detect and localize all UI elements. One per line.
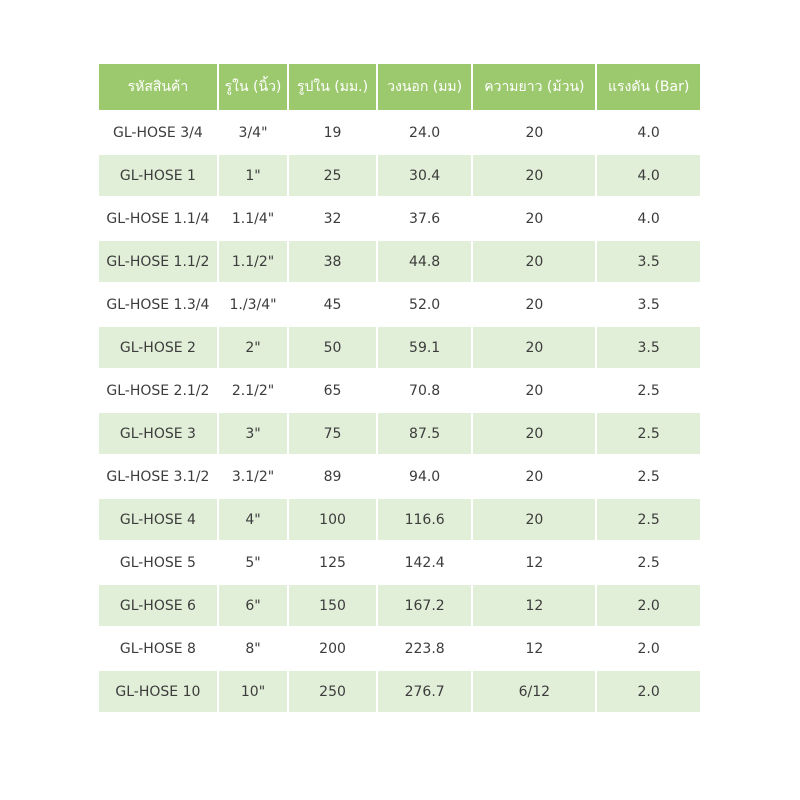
- cell-product-code: GL-HOSE 2.1/2: [99, 370, 217, 411]
- header-row: [99, 64, 700, 110]
- cell-inner-inch: 5": [219, 542, 287, 583]
- table-row: [99, 370, 700, 411]
- cell-length-roll: 20: [473, 284, 595, 325]
- cell-product-code: GL-HOSE 3/4: [99, 112, 217, 153]
- cell-length-roll: 20: [473, 112, 595, 153]
- cell-inner-mm: 65: [289, 370, 376, 411]
- cell-outer-mm: 223.8: [378, 628, 472, 669]
- cell-inner-inch: 10": [219, 671, 287, 712]
- table-row: [99, 155, 700, 196]
- header-outer-mm: วงนอก (มม): [378, 64, 472, 110]
- cell-length-roll: 12: [473, 542, 595, 583]
- cell-length-roll: 6/12: [473, 671, 595, 712]
- cell-inner-inch: 4": [219, 499, 287, 540]
- cell-product-code: GL-HOSE 6: [99, 585, 217, 626]
- table-row: [99, 585, 700, 626]
- cell-product-code: GL-HOSE 4: [99, 499, 217, 540]
- cell-outer-mm: 59.1: [378, 327, 472, 368]
- cell-outer-mm: 24.0: [378, 112, 472, 153]
- cell-pressure-bar: 2.0: [597, 585, 700, 626]
- cell-outer-mm: 276.7: [378, 671, 472, 712]
- table-header: [99, 64, 700, 110]
- cell-pressure-bar: 4.0: [597, 155, 700, 196]
- cell-outer-mm: 87.5: [378, 413, 472, 454]
- cell-inner-mm: 250: [289, 671, 376, 712]
- header-inner-mm: รูปใน (มม.): [289, 64, 376, 110]
- cell-product-code: GL-HOSE 3: [99, 413, 217, 454]
- header-inner-inch: รูใน (นิ้ว): [219, 64, 287, 110]
- cell-inner-inch: 8": [219, 628, 287, 669]
- table-row: [99, 542, 700, 583]
- cell-outer-mm: 52.0: [378, 284, 472, 325]
- cell-pressure-bar: 4.0: [597, 112, 700, 153]
- header-pressure-bar: แรงดัน (Bar): [597, 64, 700, 110]
- cell-inner-mm: 75: [289, 413, 376, 454]
- cell-pressure-bar: 2.0: [597, 628, 700, 669]
- cell-product-code: GL-HOSE 5: [99, 542, 217, 583]
- cell-inner-mm: 19: [289, 112, 376, 153]
- cell-length-roll: 20: [473, 198, 595, 239]
- table-row: [99, 413, 700, 454]
- cell-product-code: GL-HOSE 8: [99, 628, 217, 669]
- table-row: [99, 112, 700, 153]
- cell-inner-inch: 6": [219, 585, 287, 626]
- cell-outer-mm: 167.2: [378, 585, 472, 626]
- cell-pressure-bar: 4.0: [597, 198, 700, 239]
- cell-product-code: GL-HOSE 1: [99, 155, 217, 196]
- cell-length-roll: 12: [473, 628, 595, 669]
- cell-inner-inch: 3.1/2": [219, 456, 287, 497]
- cell-product-code: GL-HOSE 10: [99, 671, 217, 712]
- cell-inner-mm: 200: [289, 628, 376, 669]
- cell-outer-mm: 94.0: [378, 456, 472, 497]
- cell-inner-inch: 3": [219, 413, 287, 454]
- cell-inner-inch: 2": [219, 327, 287, 368]
- cell-length-roll: 20: [473, 499, 595, 540]
- cell-product-code: GL-HOSE 1.1/4: [99, 198, 217, 239]
- cell-length-roll: 12: [473, 585, 595, 626]
- cell-pressure-bar: 2.5: [597, 499, 700, 540]
- table-body: [99, 112, 700, 712]
- cell-length-roll: 20: [473, 413, 595, 454]
- cell-inner-mm: 150: [289, 585, 376, 626]
- table-row: [99, 628, 700, 669]
- cell-outer-mm: 44.8: [378, 241, 472, 282]
- cell-inner-inch: 1./3/4": [219, 284, 287, 325]
- cell-length-roll: 20: [473, 327, 595, 368]
- cell-inner-inch: 1": [219, 155, 287, 196]
- table-row: [99, 671, 700, 712]
- cell-inner-mm: 25: [289, 155, 376, 196]
- cell-inner-inch: 3/4": [219, 112, 287, 153]
- cell-length-roll: 20: [473, 241, 595, 282]
- cell-inner-inch: 1.1/4": [219, 198, 287, 239]
- cell-outer-mm: 70.8: [378, 370, 472, 411]
- header-product-code: รหัสสินค้า: [99, 64, 217, 110]
- cell-inner-inch: 2.1/2": [219, 370, 287, 411]
- cell-length-roll: 20: [473, 155, 595, 196]
- table-row: [99, 327, 700, 368]
- cell-product-code: GL-HOSE 1.1/2: [99, 241, 217, 282]
- cell-length-roll: 20: [473, 370, 595, 411]
- cell-length-roll: 20: [473, 456, 595, 497]
- table-row: [99, 198, 700, 239]
- cell-outer-mm: 142.4: [378, 542, 472, 583]
- cell-inner-mm: 45: [289, 284, 376, 325]
- cell-outer-mm: 116.6: [378, 499, 472, 540]
- cell-pressure-bar: 3.5: [597, 241, 700, 282]
- cell-pressure-bar: 2.0: [597, 671, 700, 712]
- cell-inner-mm: 89: [289, 456, 376, 497]
- cell-pressure-bar: 2.5: [597, 413, 700, 454]
- cell-pressure-bar: 2.5: [597, 456, 700, 497]
- header-length-roll: ความยาว (ม้วน): [473, 64, 595, 110]
- cell-pressure-bar: 2.5: [597, 370, 700, 411]
- cell-product-code: GL-HOSE 2: [99, 327, 217, 368]
- table-row: [99, 456, 700, 497]
- table-row: [99, 284, 700, 325]
- table-row: [99, 499, 700, 540]
- cell-inner-mm: 38: [289, 241, 376, 282]
- hose-spec-table: [97, 62, 702, 714]
- cell-inner-mm: 100: [289, 499, 376, 540]
- cell-inner-mm: 32: [289, 198, 376, 239]
- table-row: [99, 241, 700, 282]
- cell-product-code: GL-HOSE 3.1/2: [99, 456, 217, 497]
- cell-inner-mm: 125: [289, 542, 376, 583]
- cell-product-code: GL-HOSE 1.3/4: [99, 284, 217, 325]
- cell-inner-mm: 50: [289, 327, 376, 368]
- cell-pressure-bar: 3.5: [597, 284, 700, 325]
- cell-pressure-bar: 2.5: [597, 542, 700, 583]
- cell-inner-inch: 1.1/2": [219, 241, 287, 282]
- cell-pressure-bar: 3.5: [597, 327, 700, 368]
- cell-outer-mm: 37.6: [378, 198, 472, 239]
- cell-outer-mm: 30.4: [378, 155, 472, 196]
